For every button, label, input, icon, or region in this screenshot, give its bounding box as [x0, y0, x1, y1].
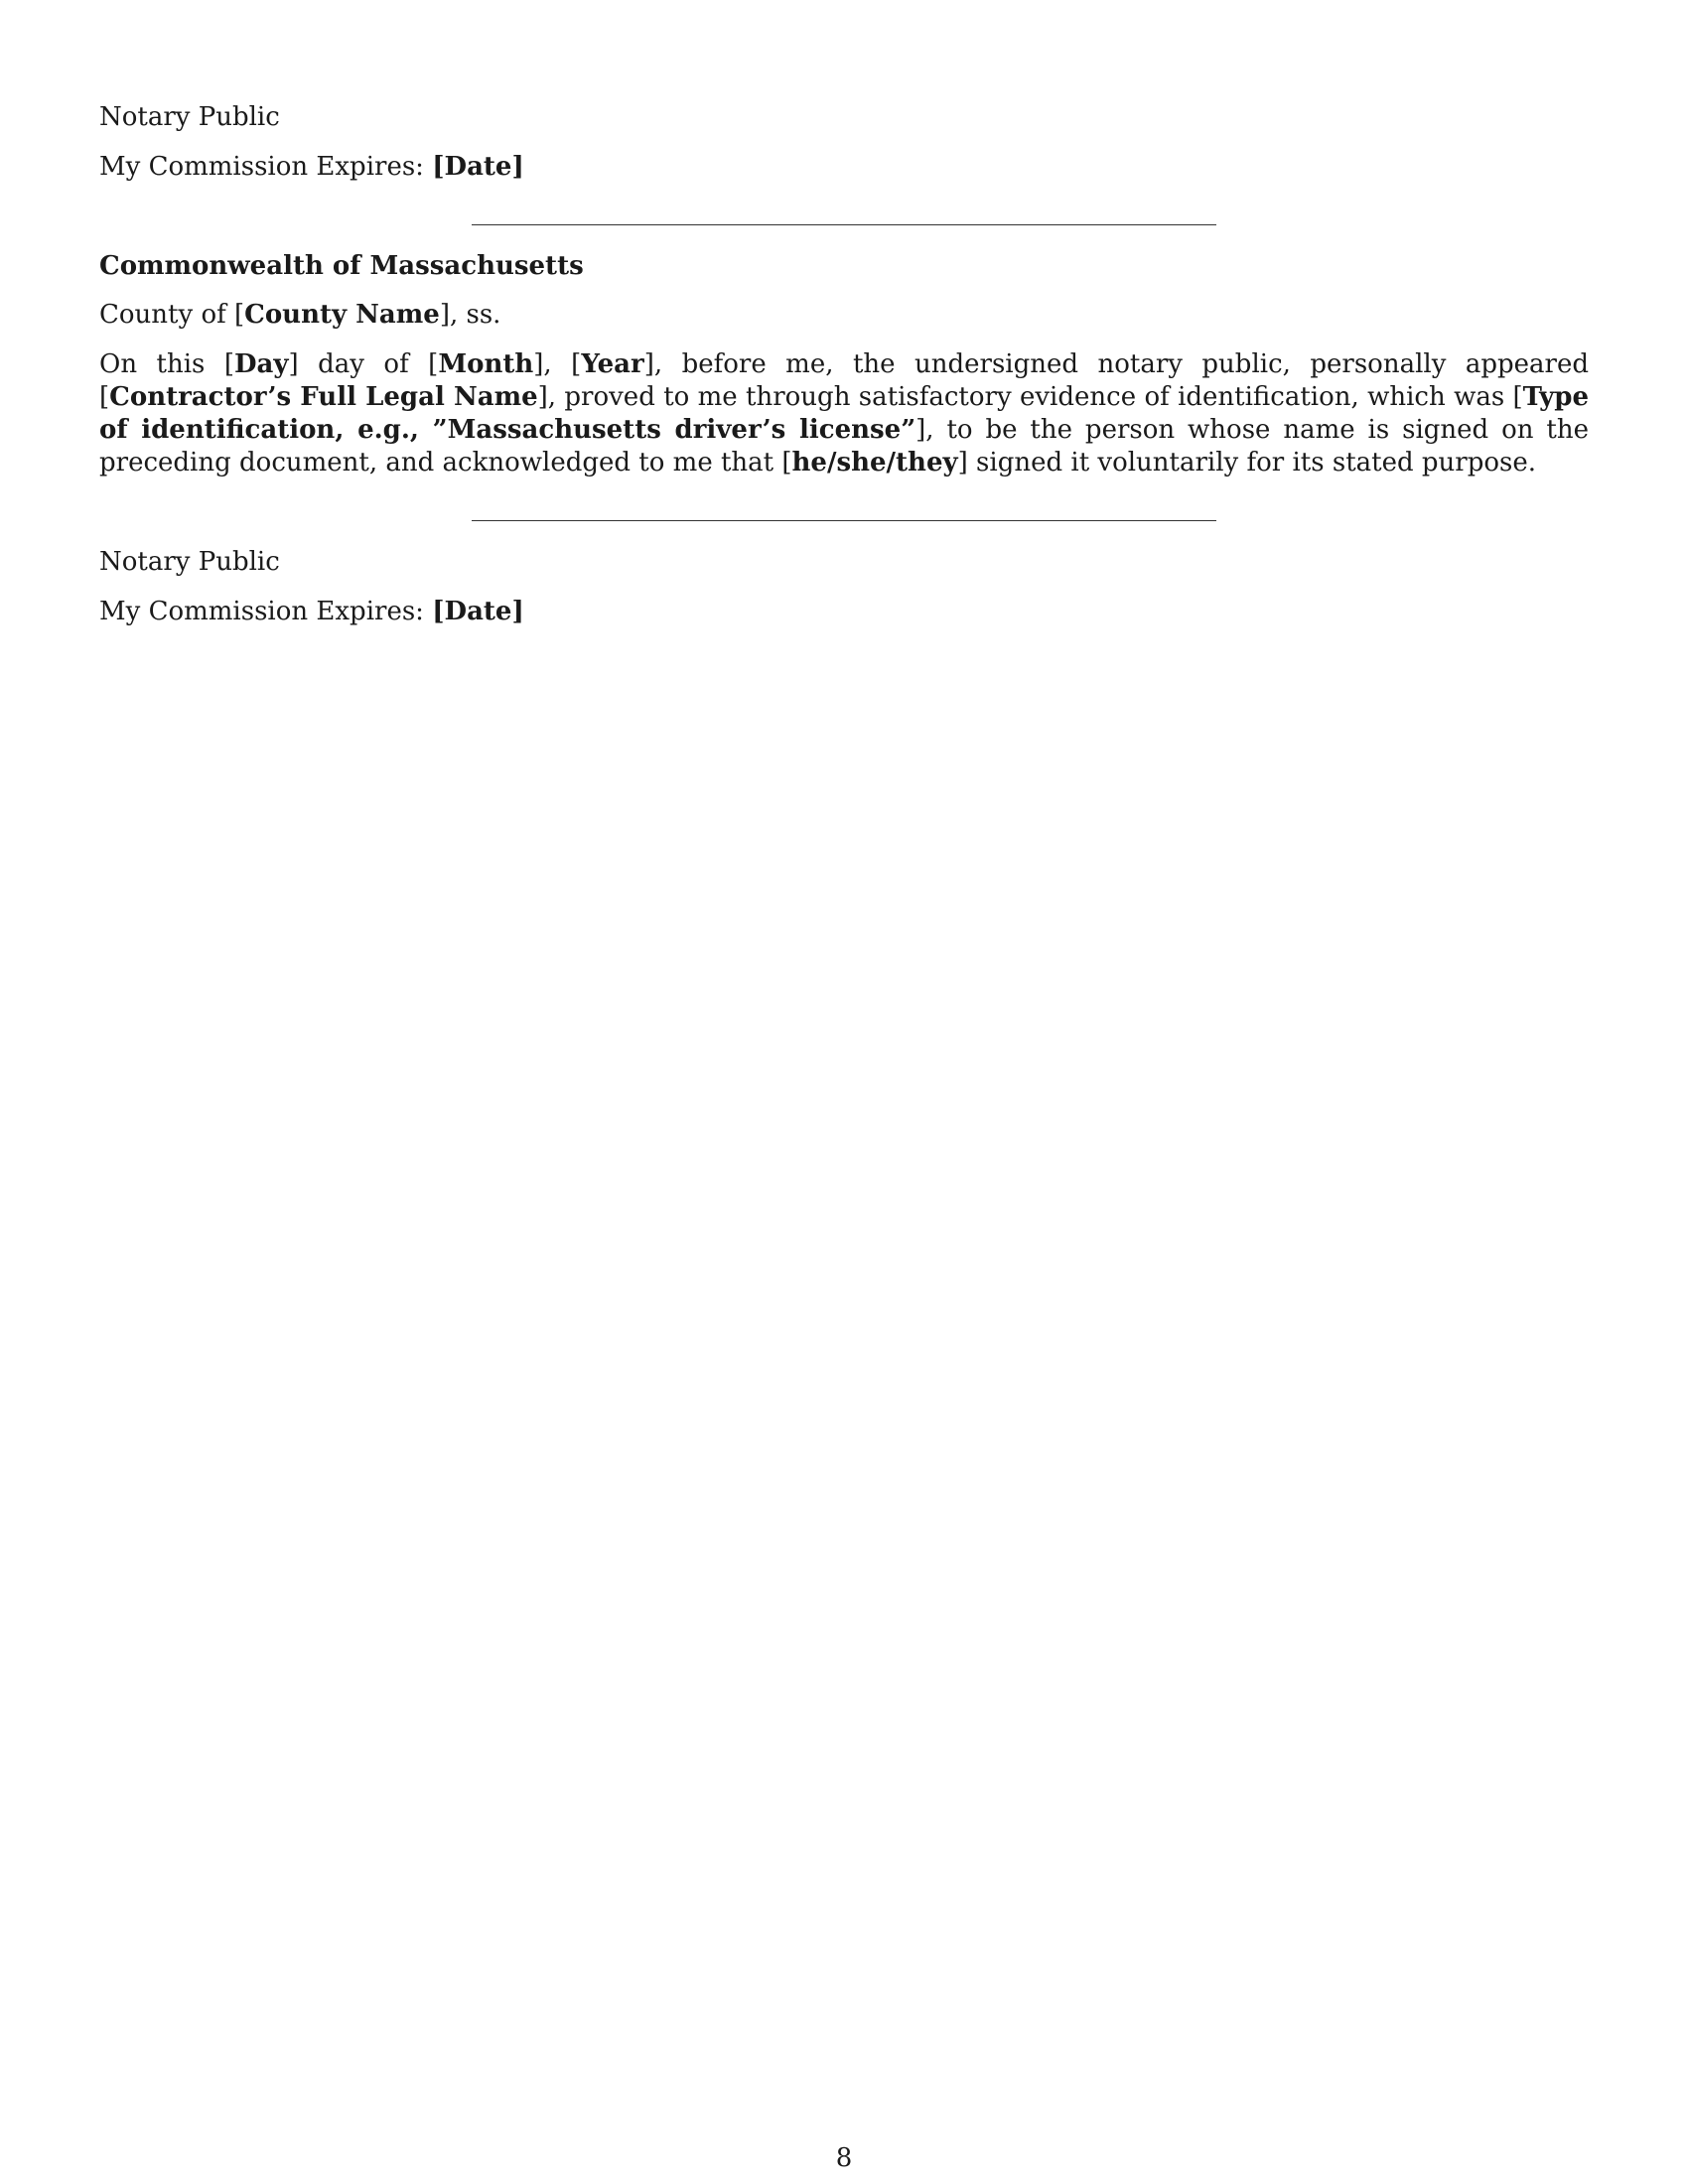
- paragraph-text: On this [: [99, 349, 234, 379]
- commission-date-field: [432, 152, 524, 182]
- paragraph-text: ] day of [: [288, 349, 439, 379]
- year-field: Year: [581, 349, 644, 379]
- bracket-close: ]: [511, 597, 524, 626]
- jurisdiction-heading: [99, 250, 584, 283]
- paragraph-text: ] signed it voluntarily for its stated purpose.: [957, 448, 1536, 478]
- page-number: 8: [835, 2143, 853, 2173]
- notary-public-label: [99, 546, 280, 579]
- signature-line: [472, 520, 1216, 521]
- commission-date-value: Date: [444, 152, 512, 182]
- commission-expires-label: My Commission Expires:: [99, 597, 424, 626]
- paragraph-text: ], before me, the undersigned notary public, personally appeared [: [99, 349, 1589, 412]
- bracket-close: ]: [511, 152, 524, 182]
- paragraph-text: ], [: [533, 349, 582, 379]
- county-name-field: County Name: [244, 300, 440, 330]
- document-page: [99, 0, 1589, 2184]
- acknowledgment-paragraph: [99, 348, 1589, 479]
- day-field: Day: [234, 349, 289, 379]
- county-line: [99, 299, 500, 332]
- month-field: Month: [438, 349, 534, 379]
- paragraph-text: ], proved to me through satisfactory evidence of identification, which was [: [537, 382, 1523, 412]
- contractor-name-field: Contractor’s Full Legal Name: [109, 382, 538, 412]
- identification-type-field: Type of identification, e.g., ”Massachusetts driver’s license”: [99, 382, 1589, 445]
- county-suffix: ], ss.: [439, 300, 501, 330]
- commission-expires-line: [99, 151, 524, 184]
- commission-expires-label: My Commission Expires:: [99, 152, 424, 182]
- commission-date-value: Date: [444, 597, 512, 626]
- commission-expires-line: [99, 596, 524, 628]
- county-prefix: County of [: [99, 300, 245, 330]
- bracket-open: [: [432, 597, 445, 626]
- signature-line: [472, 224, 1216, 225]
- commission-date-field: [432, 597, 524, 626]
- bracket-open: [: [432, 152, 445, 182]
- notary-public-text: Notary Public: [99, 102, 280, 132]
- jurisdiction-heading-text: Commonwealth of Massachusetts: [99, 251, 584, 281]
- paragraph-text: ], to be the person whose name is signed on the preceding document, and acknowledged to me that [: [99, 415, 1589, 478]
- notary-public-label: [99, 101, 280, 134]
- pronoun-field: he/she/they: [791, 448, 958, 478]
- notary-public-text: Notary Public: [99, 547, 280, 577]
